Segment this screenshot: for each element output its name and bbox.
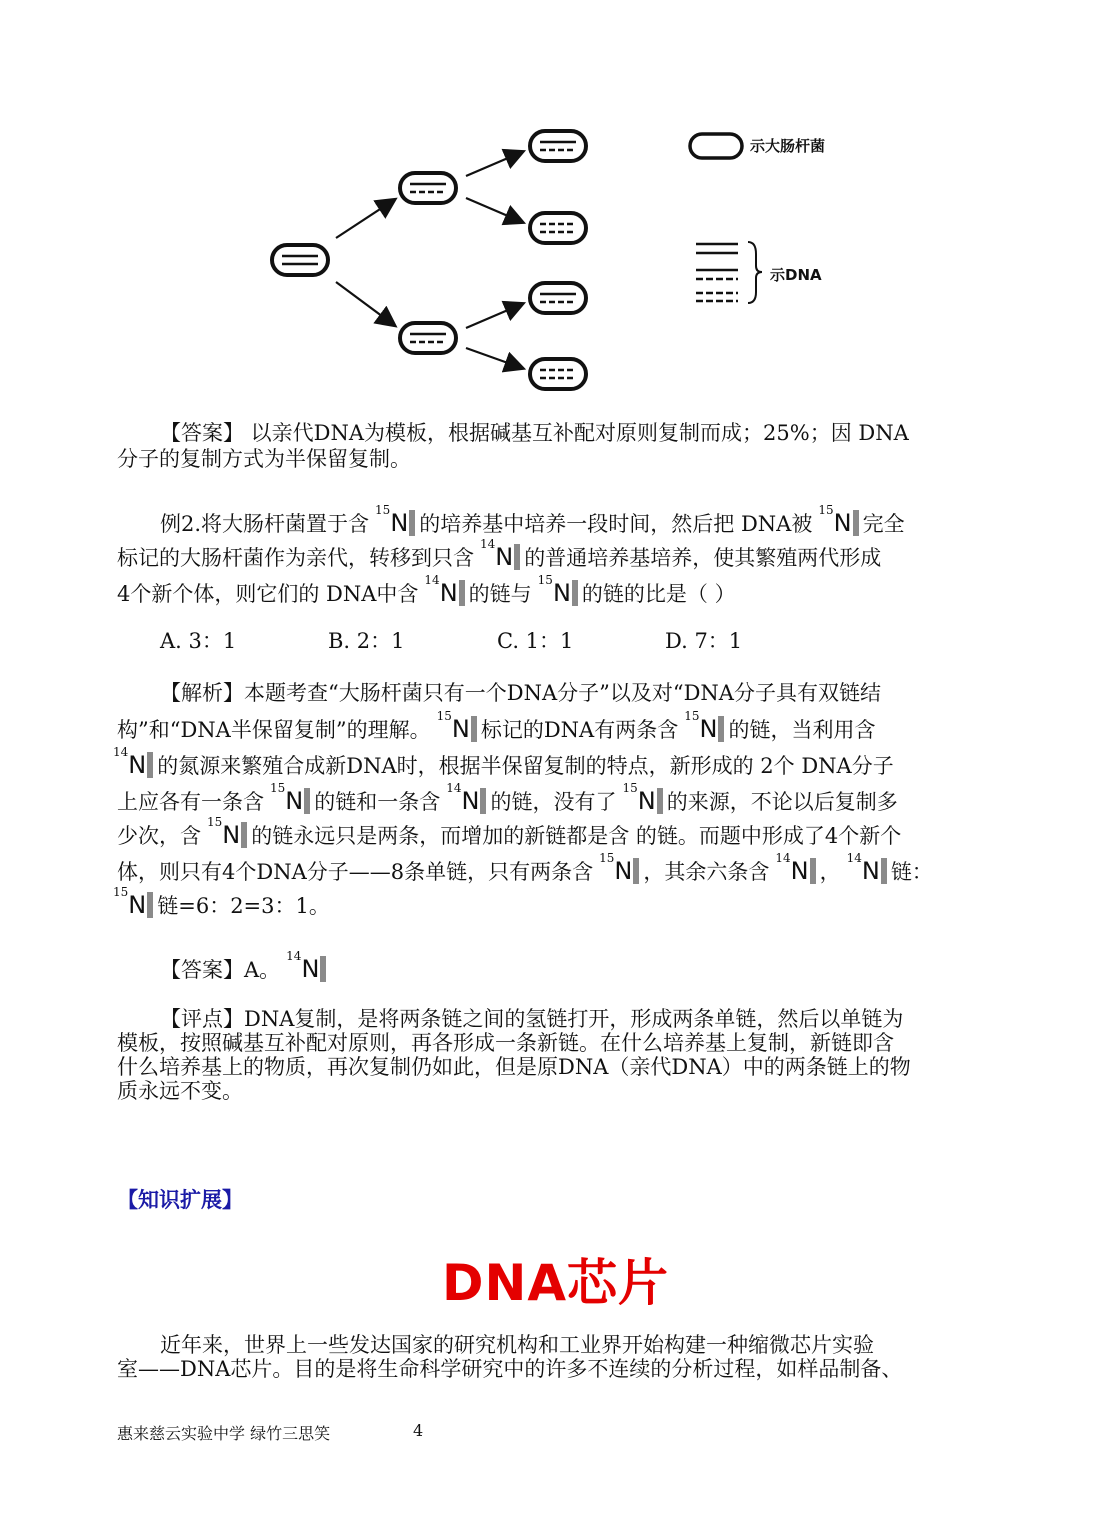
article-title: DNA芯片 [441, 1254, 670, 1312]
footer-page-number: 4 [413, 1421, 424, 1440]
option-d: D. 7：1 [665, 629, 743, 653]
example2-line3: 4个新个体，则它们的 DNA中含$^{14}$N 的链与$^{15}$N 的链的比是（ ） [117, 573, 736, 607]
analysis-line4: 上应各有一条含$^{15}$N 的链和一条含$^{14}$N 的链，没有了$^{15}$N 的来源，不论以后复制多 [117, 781, 898, 815]
isotope-label: $^{15}$N [113, 886, 153, 921]
gen2-bacterium-4 [530, 359, 586, 389]
legend-dna-label: 示DNA [770, 266, 822, 284]
isotope-label: $^{14}$N [847, 852, 887, 887]
gen1-bacterium-bottom [400, 323, 456, 353]
article-line2: 室——DNA芯片。目的是将生命科学研究中的许多不连续的分析过程，如样品制备、 [117, 1357, 903, 1381]
option-a: A. 3：1 [160, 629, 237, 653]
analysis-line3: $^{14}$N 的氮源来繁殖合成新DNA时，根据半保留复制的特点，新形成的 2个 DNA分子 [113, 745, 894, 779]
isotope-label: $^{15}$N [437, 710, 477, 745]
example2-line1: 例2.将大肠杆菌置于含$^{15}$N 的培养基中培养一段时间，然后把 DNA被$^{15}$N 完全 [160, 503, 905, 537]
example2-line2: 标记的大肠杆菌作为亲代，转移到只含$^{14}$N 的普通培养基培养，使其繁殖两代形成 [117, 537, 882, 571]
isotope-n14: $^{14}$N [480, 538, 520, 573]
comment-line1: 【评点】DNA复制，是将两条链之间的氢链打开，形成两条单链，然后以单链为 [160, 1007, 904, 1031]
isotope-n15: $^{15}$N [818, 504, 858, 539]
isotope-label: $^{14}$N [446, 782, 486, 817]
isotope-label: $^{14}$N [775, 852, 815, 887]
gen1-bacterium-top [400, 173, 456, 203]
isotope-label: $^{14}$N [113, 746, 153, 781]
comment-line4: 质永远不变。 [117, 1079, 243, 1103]
analysis-line2: 构”和“DNA半保留复制”的理解。$^{15}$N 标记的DNA有两条含$^{15}$N 的链，当利用含 [117, 709, 876, 743]
knowledge-heading: 【知识扩展】 [117, 1188, 243, 1212]
analysis-line1: 【解析】本题考查“大肠杆菌只有一个DNA分子”以及对“DNA分子具有双链结 [160, 681, 881, 705]
gen2-bacterium-1 [530, 131, 586, 161]
analysis-line7: $^{15}$N 链=6：2=3：1。 [113, 885, 330, 919]
legend-bacterium-shape [690, 134, 742, 158]
parent-bacterium [272, 245, 328, 275]
isotope-label: $^{15}$N [622, 782, 662, 817]
comment-line2: 模板，按照碱基互补配对原则，再各形成一条新链。在什么培养基上复制，新链即含 [117, 1031, 894, 1055]
option-b: B. 2：1 [328, 629, 405, 653]
gen2-bacterium-3 [530, 283, 586, 313]
isotope-label: $^{15}$N [599, 852, 639, 887]
isotope-label: $^{15}$N [207, 816, 247, 851]
answer1-line1: 【答案】 以亲代DNA为模板，根据碱基互补配对原则复制而成；25%；因 DNA [160, 421, 909, 445]
footer-school: 惠来慈云实验中学 绿竹三思笑 [117, 1424, 331, 1443]
option-c: C. 1：1 [497, 629, 574, 653]
legend-bacterium-label: 示大肠杆菌 [750, 137, 826, 155]
analysis-line5: 少次，含$^{15}$N 的链永远只是两条，而增加的新链都是含 的链。而题中形成了4个新个 [117, 815, 902, 849]
answer2: 【答案】A。$^{14}$N [160, 950, 330, 985]
gen2-bacterium-2 [530, 213, 586, 243]
answer1-line2: 分子的复制方式为半保留复制。 [117, 447, 411, 471]
analysis-line6: 体，则只有4个DNA分子——8条单链，只有两条含$^{15}$N ，其余六条含$^{14}$N ，$^{14}$N 链： [117, 851, 933, 885]
isotope-label: $^{15}$N [270, 782, 310, 817]
legend-brace [748, 242, 762, 303]
comment-line3: 什么培养基上的物质，再次复制仍如此，但是原DNA（亲代DNA）中的两条链上的物 [117, 1055, 911, 1079]
isotope-n15: $^{15}$N [375, 504, 415, 539]
isotope-label: $^{14}$N [286, 950, 326, 985]
isotope-n15: $^{15}$N [538, 574, 578, 609]
isotope-label: $^{15}$N [684, 710, 724, 745]
dna-replication-diagram [260, 120, 860, 400]
legend-dna-lines [696, 244, 738, 301]
article-line1: 近年来，世界上一些发达国家的研究机构和工业界开始构建一种缩微芯片实验 [160, 1333, 874, 1357]
isotope-n14: $^{14}$N [424, 574, 464, 609]
